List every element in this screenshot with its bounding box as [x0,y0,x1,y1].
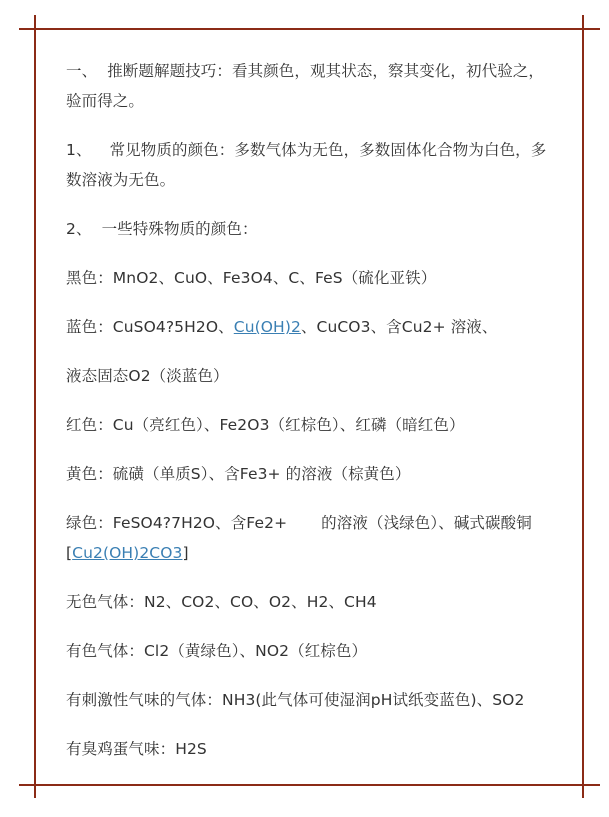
frame-top-line [19,28,600,30]
section-marker: 2、 [66,220,92,238]
paragraph-special-colors-heading [66,214,558,244]
paragraph-common-colors [66,135,558,195]
frame-bottom-line [19,784,600,786]
blue-prefix: 蓝色：CuSO4?5H2O、 [66,318,234,336]
paragraph-text: 常见物质的颜色：多数气体为无色，多数固体化合物为白色，多数溶液为无色。 [66,141,547,189]
frame-right-line [582,15,584,798]
document-body [66,56,558,783]
blue-suffix: 、CuCO3、含Cu2+ 溶液、 [300,318,498,336]
paragraph-yellow: 黄色：硫磺（单质S）、含Fe3+ 的溶液（棕黄色） [66,465,411,483]
frame-left-line [34,15,36,798]
paragraph-inference-tips [66,56,558,116]
paragraph-black: 黑色：MnO2、CuO、Fe3O4、C、FeS（硫化亚铁） [66,269,437,287]
paragraph-green [66,508,558,568]
bracket-close: ] [182,544,189,562]
paragraph-irritant-gas: 有刺激性气味的气体：NH3(此气体可使湿润pH试纸变蓝色)、SO2 [66,691,525,709]
paragraph-text: 一些特殊物质的颜色： [101,220,258,238]
paragraph-colored-gas: 有色气体：Cl2（黄绿色）、NO2（红棕色） [66,642,368,660]
paragraph-blue [66,312,558,342]
paragraph-blue-continued: 液态固态O2（淡蓝色） [66,367,229,385]
bracket-open: [ [66,544,73,562]
green-middle: 的溶液（浅绿色）、碱式碳酸铜 [321,514,532,532]
paragraph-colorless-gas: 无色气体：N2、CO2、CO、O2、H2、CH4 [66,593,377,611]
section-marker: 一、 [66,62,98,80]
paragraph-rotten-egg-gas: 有臭鸡蛋气味：H2S [66,740,207,758]
green-prefix: 绿色：FeSO4?7H2O、含Fe2+ [66,514,288,532]
paragraph-red: 红色：Cu（亮红色）、Fe2O3（红棕色）、红磷（暗红色） [66,416,465,434]
link-basic-copper-carbonate[interactable]: Cu2(OH)2CO3 [72,544,183,562]
link-cu-oh-2[interactable]: Cu(OH)2 [233,318,301,336]
paragraph-text: 推断题解题技巧：看其颜色，观其状态，察其变化，初代验之，验而得之。 [66,62,545,110]
section-marker: 1、 [66,141,92,159]
